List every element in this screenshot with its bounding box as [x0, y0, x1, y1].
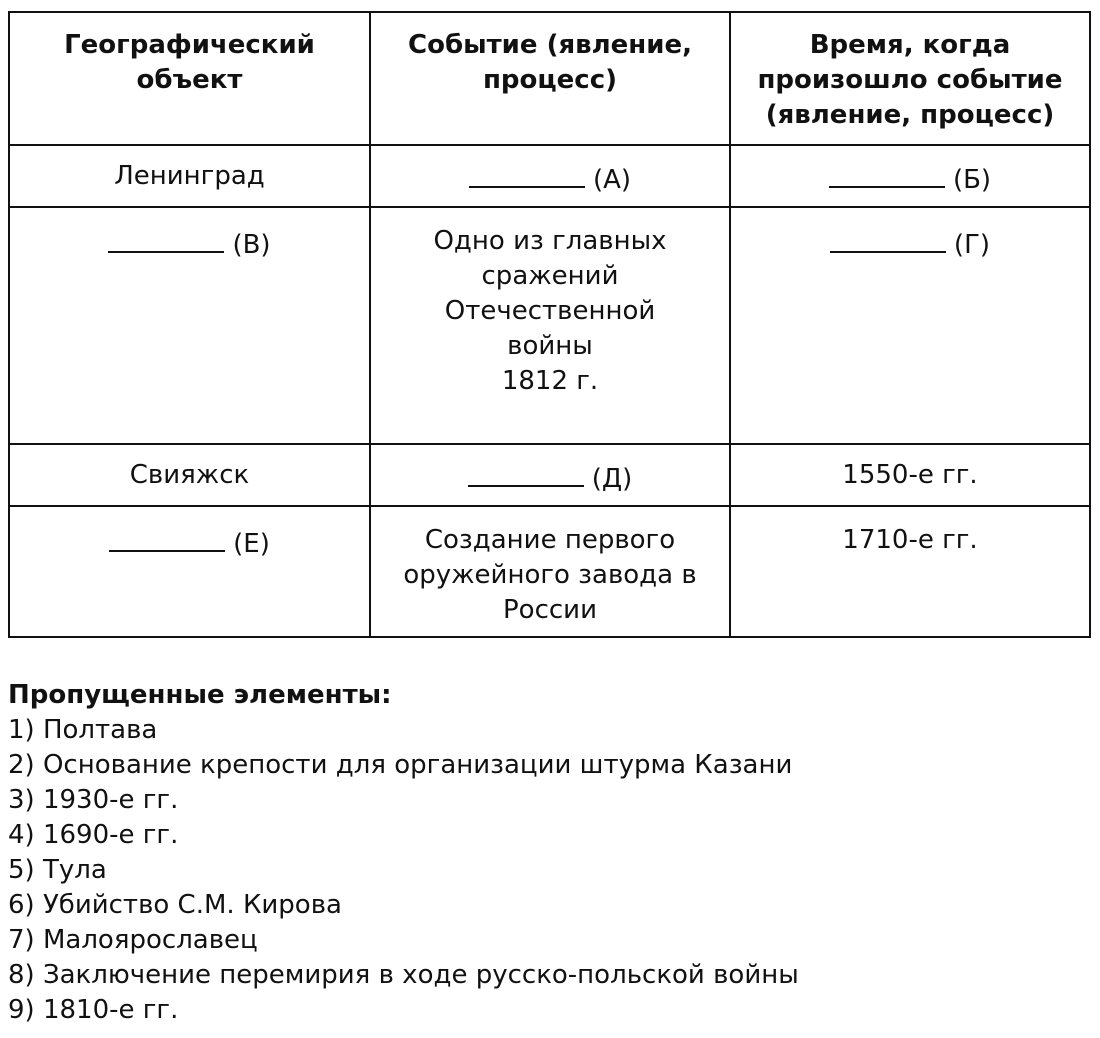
- blank-label: (Б): [952, 165, 992, 195]
- answer-blank-line: [109, 523, 225, 552]
- blank-label: (Д): [591, 464, 633, 494]
- list-item: 1) Полтава: [8, 715, 158, 745]
- cell-object: [9, 506, 370, 637]
- history-geography-table: [8, 11, 1091, 638]
- cell-object: [9, 145, 370, 207]
- list-item: 8) Заключение перемирия в ходе русско-польской войны: [8, 960, 799, 990]
- table-row: [9, 506, 1090, 637]
- table-row: [9, 207, 1090, 444]
- list-item: 9) 1810-е гг.: [8, 995, 179, 1025]
- table-row: [9, 145, 1090, 207]
- list-item: 7) Малоярославец: [8, 925, 258, 955]
- list-item: 6) Убийство С.М. Кирова: [8, 890, 342, 920]
- blank-label: (Е): [233, 529, 270, 559]
- cell-event: Создание первого оружейного завода в России: [370, 506, 730, 637]
- time-text: 1710-е гг.: [842, 525, 978, 555]
- list-item: 2) Основание крепости для организации штурма Казани: [8, 750, 793, 780]
- cell-event: Одно из главных сражений Отечественной войны 1812 г.: [370, 207, 730, 444]
- table-row: [9, 444, 1090, 506]
- answer-blank-line: [469, 159, 585, 188]
- header-event: Событие (явление, процесс): [370, 12, 730, 145]
- blank-label: (В): [232, 230, 271, 260]
- object-text: Свияжск: [129, 460, 250, 490]
- header-geographic-object: Географический объект: [9, 12, 370, 145]
- missing-elements-heading: Пропущенные элементы:: [8, 680, 392, 710]
- cell-object: [9, 207, 370, 444]
- answer-blank-line: [108, 224, 224, 253]
- cell-time: [730, 207, 1090, 444]
- list-item: 5) Тула: [8, 855, 107, 885]
- missing-elements-list: [8, 713, 1093, 1028]
- list-item: 4) 1690-е гг.: [8, 820, 179, 850]
- cell-time: [730, 145, 1090, 207]
- cell-event: [370, 145, 730, 207]
- table-header-row: [9, 12, 1090, 145]
- header-time: Время, когда произошло событие (явление, процесс): [730, 12, 1090, 145]
- answer-blank-line: [829, 159, 945, 188]
- cell-time: [730, 506, 1090, 637]
- cell-object: [9, 444, 370, 506]
- answer-blank-line: [468, 458, 584, 487]
- list-item: 3) 1930-е гг.: [8, 785, 179, 815]
- cell-event: [370, 444, 730, 506]
- blank-label: (А): [592, 165, 632, 195]
- cell-time: [730, 444, 1090, 506]
- blank-label: (Г): [953, 230, 991, 260]
- time-text: 1550-е гг.: [842, 460, 978, 490]
- missing-elements-section: [8, 678, 1093, 1028]
- answer-blank-line: [830, 224, 946, 253]
- object-text: Ленинград: [114, 161, 265, 191]
